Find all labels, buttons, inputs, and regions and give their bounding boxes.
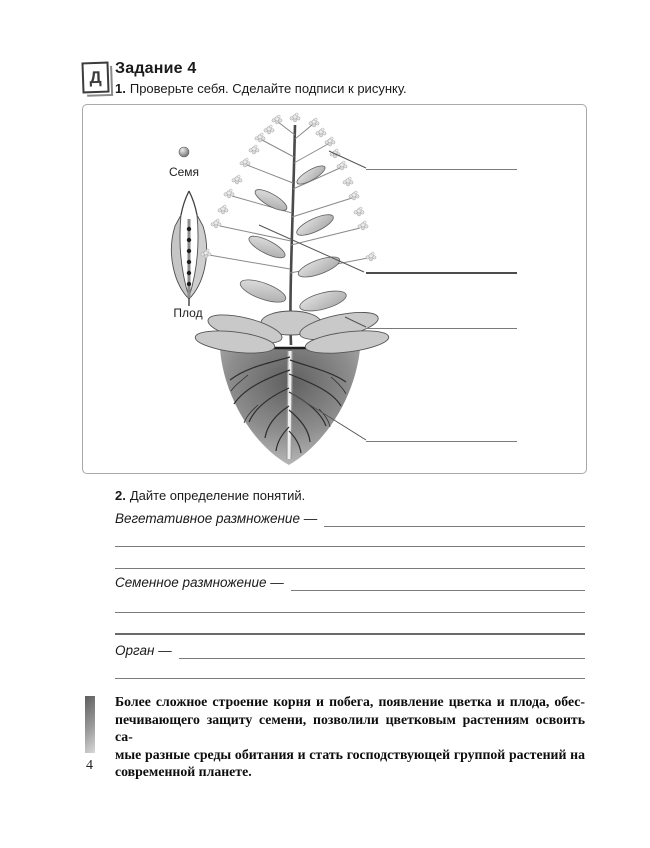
note-line: современной планете. [115,764,252,780]
task-title: Задание 4 [115,60,197,77]
term-row-seed [115,575,585,591]
answer-line[interactable] [291,575,585,591]
page-number: 4 [86,758,93,773]
task-item-2 [115,488,305,503]
task-item-2-number: 2. [115,488,126,503]
plant-stem-and-flowers [194,113,390,357]
figure-label-line-flower[interactable] [366,169,517,170]
answer-line[interactable] [115,612,585,613]
term-seed-label: Семенное размножение — [115,575,284,590]
plant-illustration [83,105,583,470]
note-paragraph [115,693,585,781]
flower-clusters [201,113,376,261]
figure-label-line-leaf[interactable] [366,328,517,329]
figure-label-line-stem[interactable] [366,272,517,274]
note-line: печивающего защиту семени, позволили цветковым растениям освоить са- [115,711,585,745]
answer-line[interactable] [324,511,585,527]
note-line: Более сложное строение корня и побега, появление цветка и плода, обес- [115,694,585,709]
figure-label-line-root[interactable] [366,441,517,442]
answer-line[interactable] [115,546,585,547]
figure-box [82,104,587,474]
answer-line[interactable] [115,678,585,679]
term-vegetative-label: Вегетативное размножение — [115,511,318,526]
fruit-pod-drawing [171,191,206,306]
answer-line[interactable] [115,568,585,569]
term-row-organ [115,643,585,659]
seed-label: Семя [168,165,200,179]
task-item-2-text: Дайте определение понятий. [129,488,306,503]
note-line: мые разные среды обитания и стать господствующей группой растений на [115,746,585,762]
note-accent-bar [85,696,95,753]
task-item-1 [115,81,407,96]
term-row-vegetative [115,511,585,527]
soil-and-roots-drawing [220,348,361,465]
answer-line[interactable] [179,643,585,659]
term-organ-label: Орган — [115,643,172,658]
answer-line[interactable] [115,633,585,635]
book-icon-letter: Д [89,67,102,87]
task-item-1-number: 1. [115,81,126,96]
book-icon [81,62,109,94]
task-item-1-text: Проверьте себя. Сделайте подписи к рисунку. [129,81,407,96]
seed-drawing [179,147,189,157]
fruit-label: Плод [173,306,203,320]
